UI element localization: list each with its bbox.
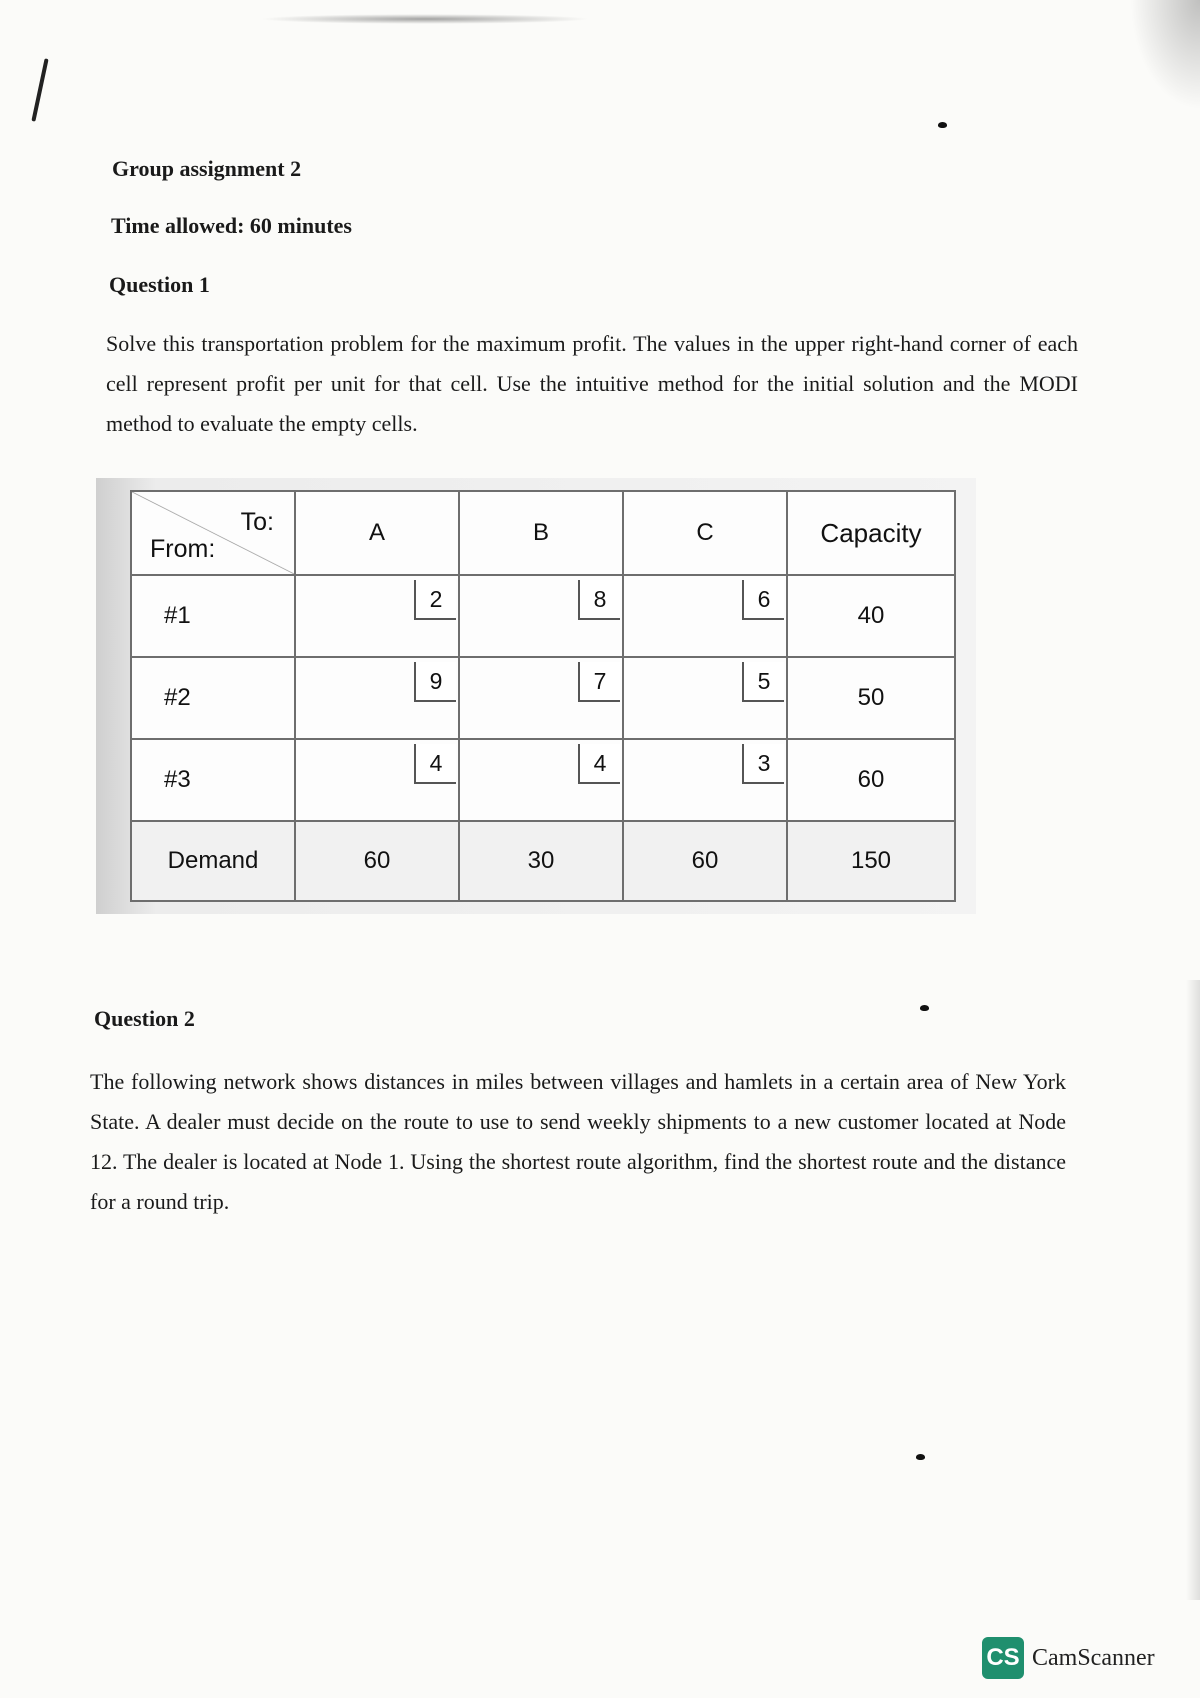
profit-cell — [623, 575, 787, 657]
demand-value: 60 — [623, 821, 787, 901]
profit-value: 8 — [578, 580, 620, 620]
scan-shadow-corner — [1130, 0, 1200, 110]
demand-value: 30 — [459, 821, 623, 901]
demand-value: 60 — [295, 821, 459, 901]
destination-header: C — [623, 491, 787, 575]
from-label: From: — [150, 535, 216, 563]
profit-value: 9 — [414, 662, 456, 702]
source-label: #1 — [131, 575, 295, 657]
scan-speck — [938, 122, 947, 128]
scan-speck — [920, 1005, 929, 1011]
destination-header: A — [295, 491, 459, 575]
camscanner-icon: CS — [982, 1637, 1024, 1679]
source-label: #3 — [131, 739, 295, 821]
question2-heading: Question 2 — [94, 1006, 195, 1031]
table-row — [131, 657, 955, 739]
transportation-table-figure — [96, 478, 976, 914]
destination-header: B — [459, 491, 623, 575]
profit-cell — [459, 657, 623, 739]
profit-value: 5 — [742, 662, 784, 702]
profit-value: 7 — [578, 662, 620, 702]
table-row — [131, 739, 955, 821]
pen-mark — [31, 58, 48, 121]
scan-shadow-top — [260, 14, 590, 24]
corner-cell — [131, 491, 295, 575]
profit-value: 4 — [578, 744, 620, 784]
capacity-value: 40 — [787, 575, 955, 657]
source-label: #2 — [131, 657, 295, 739]
capacity-header: Capacity — [787, 491, 955, 575]
capacity-value: 60 — [787, 739, 955, 821]
profit-cell — [295, 657, 459, 739]
question1-heading: Question 1 — [109, 272, 210, 297]
profit-value: 3 — [742, 744, 784, 784]
profit-cell — [459, 739, 623, 821]
profit-cell — [459, 575, 623, 657]
table-header-row — [131, 491, 955, 575]
scan-shadow-right — [1186, 980, 1200, 1600]
scan-speck — [916, 1454, 925, 1460]
question2-text: The following network shows distances in miles between villages and hamlets in a certain area of New York State. A dealer must decide on the route to use to send weekly shipments to a new customer located at Node 12. The dealer is located at Node 1. Using the shortest route algorithm, find the shortest route and the distance for a round trip. — [90, 1069, 1066, 1214]
demand-row — [131, 821, 955, 901]
profit-cell — [295, 739, 459, 821]
capacity-value: 50 — [787, 657, 955, 739]
profit-value: 6 — [742, 580, 784, 620]
profit-value: 2 — [414, 580, 456, 620]
table-row — [131, 575, 955, 657]
demand-label: Demand — [131, 821, 295, 901]
camscanner-logo — [982, 1636, 1155, 1680]
transportation-table — [130, 490, 956, 902]
question1-text: Solve this transportation problem for the maximum profit. The values in the upper right-hand corner of each cell represent profit per unit for that cell. Use the intuitive method for the initial solution and the MODI method to evaluate the empty cells. — [106, 331, 1078, 436]
camscanner-text: CamScanner — [1032, 1644, 1155, 1671]
profit-cell — [295, 575, 459, 657]
profit-cell — [623, 657, 787, 739]
total-value: 150 — [787, 821, 955, 901]
profit-value: 4 — [414, 744, 456, 784]
assignment-title: Group assignment 2 — [112, 156, 302, 181]
to-label: To: — [240, 508, 274, 536]
time-allowed: Time allowed: 60 minutes — [111, 213, 352, 238]
profit-cell — [623, 739, 787, 821]
